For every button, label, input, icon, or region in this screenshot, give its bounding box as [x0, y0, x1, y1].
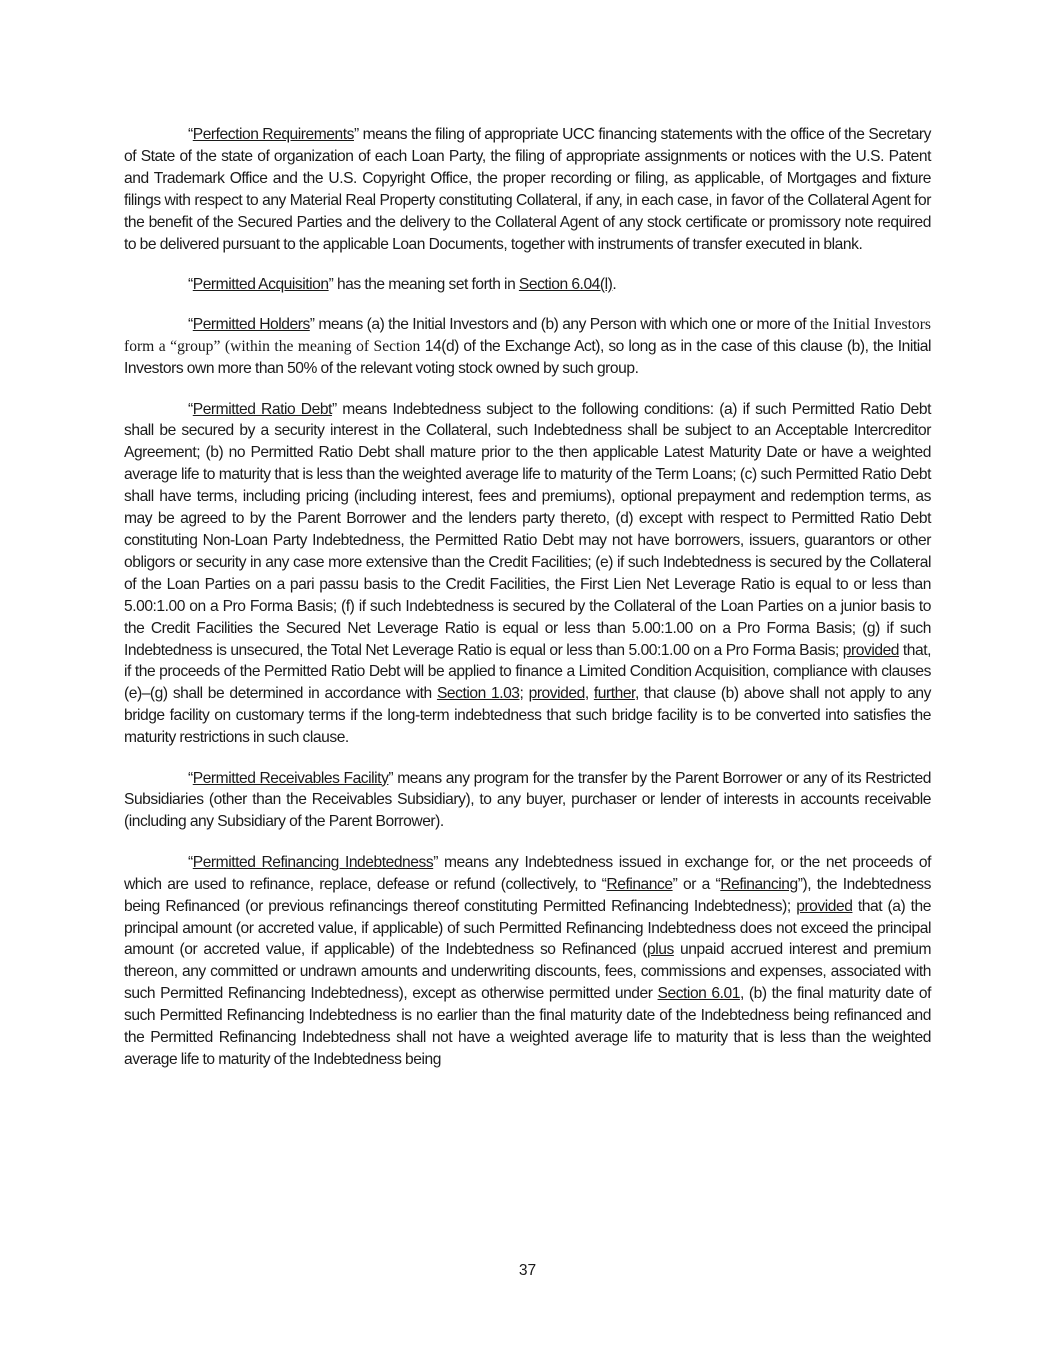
- document-page: [124, 124, 931, 1089]
- definition-perfection-requirements: “Perfection Requirements” means the filing of appropriate UCC financing statements with the office of the Secretary of State of the state of organization of each Loan Party, the filing of appropriate assignments or notices with the U.S. Patent and Trademark Office and the U.S. Copyright Office, the proper recording or filing, as applicable, of Mortgages and fixture filings with respect to any Material Real Property constituting Collateral, if any, in each case, in favor of the Collateral Agent for the benefit of the Secured Parties and the delivery to the Collateral Agent of any stock certificate or promissory note required to be delivered pursuant to the applicable Loan Documents, together with instruments of transfer executed in blank.: [124, 126, 932, 253]
- definition-text: means any Indebtedness issued in exchange for, or the net proceeds of which are used to refinance, replace, defease or refund (collectively, to “: [124, 853, 931, 893]
- definition-text: means (a) the Initial Investors and (b) any Person with which one or more of: [314, 316, 810, 334]
- definition-text: that (a) the principal amount (or accreted value, if applicable) of such Permitted Refinancing Indebtedness does not exceed the principal amount (or accreted value, if applicable) of the Indebtedness so Refinanced (: [124, 897, 931, 959]
- defined-term: Permitted Receivables Facility: [192, 769, 389, 787]
- defined-term: Permitted Refinancing Indebtedness: [192, 853, 434, 871]
- section-reference: Section 1.03: [436, 685, 520, 703]
- definition-text: , (b) the final maturity date of such Permitted Refinancing Indebtedness is no earlier than the final maturity date of the Indebtedness being refinanced and the Permitted Refinancing Indebtedness shall not have a weighted average life to maturity that is less than the weighted average life to maturity of the Indebtedness being: [124, 985, 931, 1068]
- defined-term: Permitted Holders: [192, 316, 310, 334]
- definition-text: , that clause (b) above shall not apply to any bridge facility on customary terms if the long-term indebtedness that such bridge facility is to be converted into satisfies the maturity restrictions in such clause.: [124, 685, 931, 747]
- defined-term: Perfection Requirements: [192, 126, 354, 143]
- provided-term: provided: [528, 685, 585, 703]
- definition-text: unpaid accrued interest and premium thereon, any committed or undrawn amounts and underwriting discounts, fees, commissions and expenses, associated with such Permitted Refinancing Indebtedness), except as otherwise permitted under: [124, 941, 931, 1003]
- definition-text: means the filing of appropriate UCC financing statements with the office of the Secretary of State of the state of organization of each Loan Party, the filing of appropriate assignments or notices with the U.S. Patent and Trademark Office and the U.S. Copyright Office, the proper recording or filing, as applicable, of Mortgages and fixture filings with respect to any Material Real Property constituting Collateral, if any, in each case, in favor of the Collateral Agent for the benefit of the Secured Parties and the delivery to the Collateral Agent of any stock certificate or promissory note required to be delivered pursuant to the applicable Loan Documents, together with instruments of transfer executed in blank.: [124, 126, 932, 253]
- page-number: 37: [518, 1262, 537, 1279]
- provided-term: provided: [796, 897, 853, 915]
- refinance-term: Refinance: [606, 875, 673, 893]
- section-reference: Section 6.01: [657, 985, 740, 1003]
- definition-text: 14(d) of the Exchange Act), so long as in the case of this clause (b), the Initial Investors own more than 50% of the relevant voting stock owned by such group.: [124, 338, 931, 378]
- definition-permitted-holders: “Permitted Holders” means (a) the Initial Investors and (b) any Person with which one or more of the Initial Investors form a “group” (within the meaning of Section 14(d) of the Exchange Act), so long as in the case of this clause (b), the Initial Investors own more than 50% of the relevant voting stock owned by such group.: [124, 316, 931, 378]
- definition-text: ”), the Indebtedness being Refinanced (or previous refinancings thereof constituting Permitted Refinancing Indebtedness);: [124, 875, 931, 915]
- definition-permitted-acquisition: “Permitted Acquisition” has the meaning set forth in Section 6.04(l).: [188, 275, 617, 293]
- definition-permitted-refinancing-indebtedness: “Permitted Refinancing Indebtedness” means any Indebtedness issued in exchange for, or the net proceeds of which are used to refinance, replace, defease or refund (collectively, to “Refinance” or a “Refinancing”), the Indebtedness being Refinanced (or previous refinancings thereof constituting Permitted Refinancing Indebtedness); provided that (a) the principal amount (or accreted value, if applicable) of such Permitted Refinancing Indebtedness does not exceed the principal amount (or accreted value, if applicable) of the Indebtedness so Refinanced (plus unpaid accrued interest and premium thereon, any committed or undrawn amounts and underwriting discounts, fees, commissions and expenses, associated with such Permitted Refinancing Indebtedness), except as otherwise permitted under Section 6.01, (b) the final maturity date of such Permitted Refinancing Indebtedness is no earlier than the final maturity date of the Indebtedness being refinanced and the Permitted Refinancing Indebtedness shall not have a weighted average life to maturity that is less than the weighted average life to maturity of the Indebtedness being: [124, 853, 931, 1068]
- defined-term: Permitted Acquisition: [192, 275, 329, 293]
- plus-term: plus: [647, 941, 674, 959]
- definition-text-serif: the Initial Investors form a “group” (within the meaning of Section: [124, 316, 931, 356]
- definition-text: means Indebtedness subject to the following conditions: (a) if such Permitted Ratio Debt shall be secured by a security interest in the Collateral, such Indebtedness shall be subject to an Acceptable Intercreditor Agreement; (b) no Permitted Ratio Debt shall mature prior to the then applicable Latest Maturity Date or have a weighted average life to maturity that is less than the weighted average life to maturity of the Term Loans; (c) such Permitted Ratio Debt shall have terms, including pricing (including interest, fees and premiums), optional prepayment and redemption terms, as may be agreed to by the Parent Borrower and the lenders party thereto, (d) except with respect to Permitted Ratio Debt constituting Non-Loan Party Indebtedness, the Permitted Ratio Debt may not have borrowers, issuers, guarantors or other obligors or security in any case more extensive than the Credit Facilities; (e) if such Indebtedness is secured by the Collateral of the Loan Parties on a pari passu basis to the Credit Facilities, the First Lien Net Leverage Ratio is equal to or less than 5.00:1.00 on a Pro Forma Basis; (f) if such Indebtedness is secured by the Collateral of the Loan Parties on a junior basis to the Credit Facilities the Secured Net Leverage Ratio is equal or less than 5.00:1.00 on a Pro Forma Basis; (g) if such Indebtedness is unsecured, the Total Net Leverage Ratio is equal or less than 5.00:1.00 on a Pro Forma Basis;: [124, 400, 931, 659]
- definition-text: means any program for the transfer by the Parent Borrower or any of its Restricted Subsidiaries (other than the Receivables Subsidiary), to any buyer, purchaser or lender of interests in accounts receivable (including any Subsidiary of the Parent Borrower).: [124, 769, 931, 831]
- defined-term: Permitted Ratio Debt: [192, 400, 332, 418]
- definition-permitted-receivables-facility: “Permitted Receivables Facility” means any program for the transfer by the Parent Borrower or any of its Restricted Subsidiaries (other than the Receivables Subsidiary), to any buyer, purchaser or lender of interests in accounts receivable (including any Subsidiary of the Parent Borrower).: [124, 769, 931, 831]
- definition-text: that, if the proceeds of the Permitted Ratio Debt will be applied to finance a Limited Condition Acquisition, compliance with clauses (e)–(g) shall be determined in accordance with: [124, 641, 931, 703]
- provided-term: provided: [842, 641, 900, 659]
- further-term: further: [593, 685, 635, 703]
- refinancing-term: Refinancing: [720, 875, 798, 893]
- section-reference: Section 6.04(l): [518, 275, 613, 293]
- definition-permitted-ratio-debt: “Permitted Ratio Debt” means Indebtedness subject to the following conditions: (a) if such Permitted Ratio Debt shall be secured by a security interest in the Collateral, such Indebtedness shall be subject to an Acceptable Intercreditor Agreement; (b) no Permitted Ratio Debt shall mature prior to the then applicable Latest Maturity Date or have a weighted average life to maturity that is less than the weighted average life to maturity of the Term Loans; (c) such Permitted Ratio Debt shall have terms, including pricing (including interest, fees and premiums), optional prepayment and redemption terms, as may be agreed to by the Parent Borrower and the lenders party thereto, (d) except with respect to Permitted Ratio Debt constituting Non-Loan Party Indebtedness, the Permitted Ratio Debt may not have borrowers, issuers, guarantors or other obligors or security in any case more extensive than the Credit Facilities; (e) if such Indebtedness is secured by the Collateral of the Loan Parties on a pari passu basis to the Credit Facilities, the First Lien Net Leverage Ratio is equal to or less than 5.00:1.00 on a Pro Forma Basis; (f) if such Indebtedness is secured by the Collateral of the Loan Parties on a junior basis to the Credit Facilities the Secured Net Leverage Ratio is equal or less than 5.00:1.00 on a Pro Forma Basis; (g) if such Indebtedness is unsecured, the Total Net Leverage Ratio is equal or less than 5.00:1.00 on a Pro Forma Basis; provided that, if the proceeds of the Permitted Ratio Debt will be applied to finance a Limited Condition Acquisition, compliance with clauses (e)–(g) shall be determined in accordance with Section 1.03; provided, further, that clause (b) above shall not apply to any bridge facility on customary terms if the long-term indebtedness that such bridge facility is to be converted into satisfies the maturity restrictions in such clause.: [124, 400, 931, 747]
- definition-text: has the meaning set forth in: [333, 275, 519, 293]
